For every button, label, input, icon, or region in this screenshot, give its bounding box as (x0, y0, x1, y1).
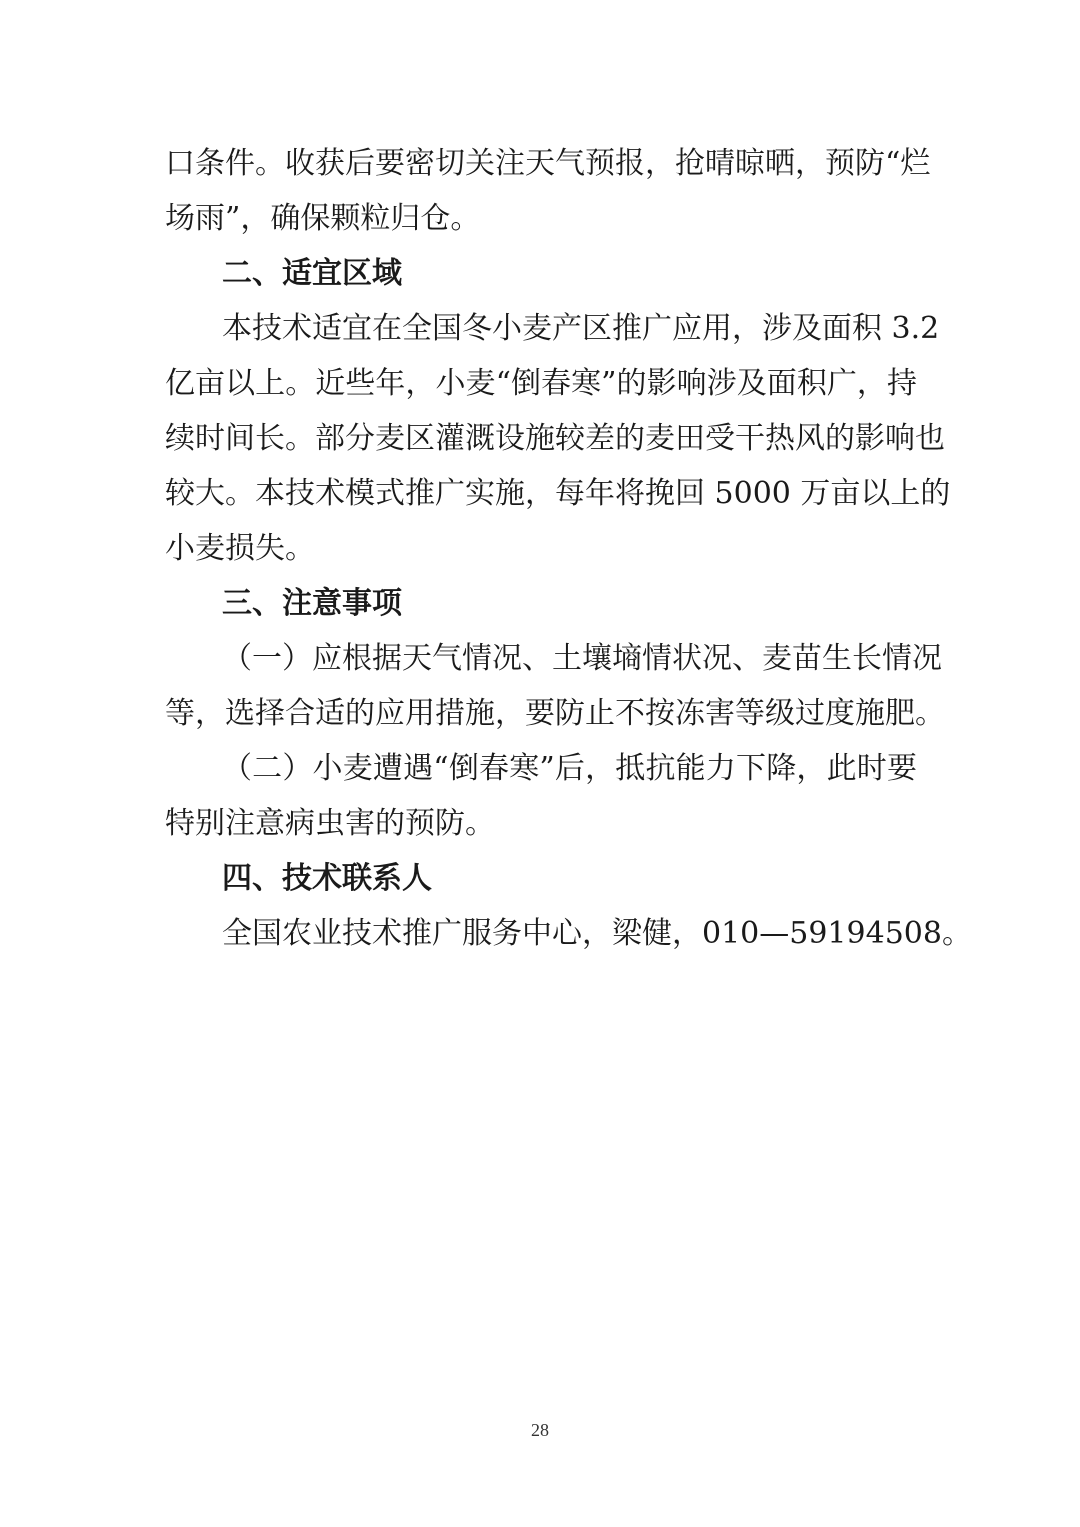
continuation-line-2: 场雨”，确保颗粒归仓。 (165, 201, 481, 236)
section-heading-technical-contact: 四、技术联系人 (222, 861, 432, 896)
precaution-item-2-line-2: 特别注意病虫害的预防。 (165, 806, 495, 841)
page-number: 28 (531, 1420, 549, 1440)
continuation-line-1: 口条件。收获后要密切关注天气预报，抢晴晾晒，预防“烂 (165, 146, 931, 181)
paragraph-line: 本技术适宜在全国冬小麦产区推广应用，涉及面积 3.2 (222, 311, 940, 346)
section-heading-applicable-regions: 二、适宜区域 (222, 256, 402, 291)
paragraph-line: 亿亩以上。近些年，小麦“倒春寒”的影响涉及面积广，持 (165, 366, 917, 401)
paragraph-line: 小麦损失。 (165, 531, 315, 566)
section-heading-precautions: 三、注意事项 (222, 586, 402, 621)
precaution-item-1-line-1: （一）应根据天气情况、土壤墒情状况、麦苗生长情况 (222, 641, 942, 676)
paragraph-line: 续时间长。部分麦区灌溉设施较差的麦田受干热风的影响也 (165, 421, 945, 456)
paragraph-line: 较大。本技术模式推广实施，每年将挽回 5000 万亩以上的 (165, 476, 951, 511)
contact-info: 全国农业技术推广服务中心，梁健，010—59194508。 (222, 916, 972, 951)
precaution-item-1-line-2: 等，选择合适的应用措施，要防止不按冻害等级过度施肥。 (165, 696, 945, 731)
precaution-item-2-line-1: （二）小麦遭遇“倒春寒”后，抵抗能力下降，此时要 (222, 751, 917, 786)
